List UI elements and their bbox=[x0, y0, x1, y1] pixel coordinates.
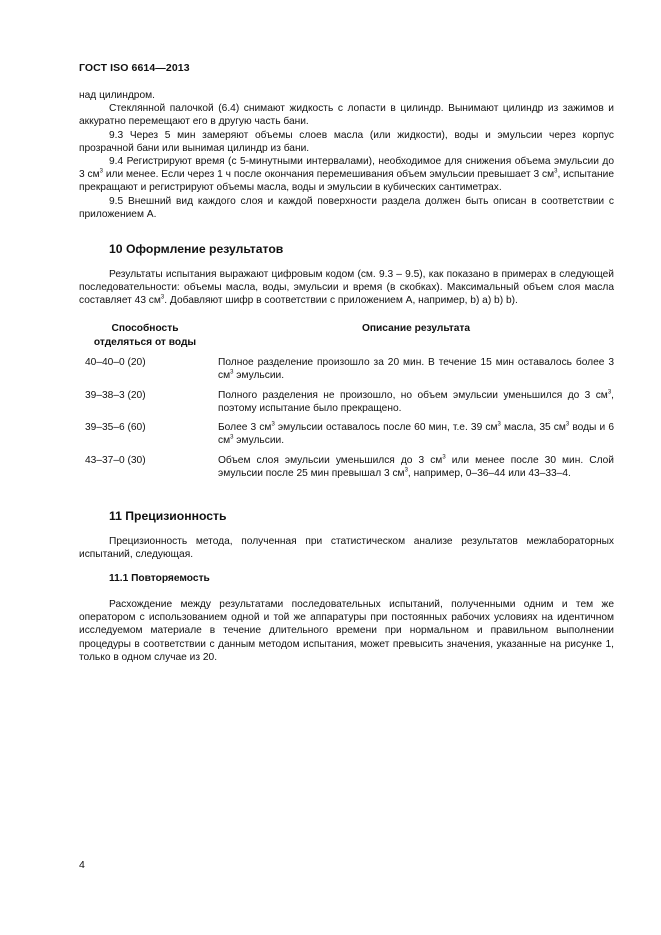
document-header: ГОСТ ISO 6614—2013 bbox=[79, 62, 190, 74]
section-11-1-paragraph: Расхождение между результатами последовательных испытаний, полученными одним и тем же оператором с использованием одной и той же аппаратуры при постоянных рабочих условиях на идентичном исследуемом материале в течение длительного времени при нормальном и правильном выполнении процедуры в соответствии с данным методом испытания, может превысить значения, указанные на рисунке 1, только в одном случае из 20. bbox=[79, 599, 614, 663]
table-row-code: 40–40–0 (20) bbox=[85, 357, 146, 368]
section-11-1-heading: 11.1 Повторяемость bbox=[109, 573, 210, 584]
section-11-paragraph: Прецизионность метода, полученная при статистическом анализе результатов межлабораторных испытаний, следующая. bbox=[79, 536, 614, 561]
table-row-code: 43–37–0 (30) bbox=[85, 455, 146, 466]
table-row-code: 39–38–3 (20) bbox=[85, 390, 146, 401]
table-row-description: Объем слоя эмульсии уменьшился до 3 $см^3$ или менее после 30 мин. Слой эмульсии после 25 мин превышал 3 $см^3$, например, 0–36–44 или 43–33–4. bbox=[218, 454, 614, 480]
section-10-heading: 10 Оформление результатов bbox=[109, 242, 284, 256]
paragraph-continuation: над цилиндром. bbox=[79, 90, 155, 101]
paragraph-9-3: 9.3 Через 5 мин замеряют объемы слоев масла (или жидкости), воды и эмульсии через корпус прозрачной бани или вынимая цилиндр из бани. bbox=[79, 129, 614, 154]
table-row-description: Более 3 $см^3$ эмульсии оставалось после 60 мин, т.е. 39 $см^3$ масла, 35 $см^3$ воды и 6 $см^3$ эмульсии. bbox=[218, 421, 614, 447]
paragraph-glass-rod: Стеклянной палочкой (6.4) снимают жидкость с лопасти в цилиндр. Вынимают цилиндр из зажимов и аккуратно перемещают его в другую часть бани. bbox=[79, 103, 614, 128]
section-11-heading: 11 Прецизионность bbox=[109, 509, 227, 523]
table-header-code: Способность отделяться от воды bbox=[93, 323, 197, 348]
table-row-code: 39–35–6 (60) bbox=[85, 422, 146, 433]
paragraph-9-4: 9.4 Регистрируют время (с 5-минутными интервалами), необходимое для снижения объема эмульсии до 3 $см^3$ или менее. Если через 1 ч после окончания перемешивания объем эмульсии превышает 3 $см^3$, испытание прекращают и регистрируют объемы масла, воды и эмульсии в кубических сантиметрах. bbox=[79, 156, 615, 194]
table-row-description: Полное разделение произошло за 20 мин. В течение 15 мин оставалось более 3 $см^3$ эмульсии. bbox=[218, 357, 614, 382]
table-row-description: Полного разделения не произошло, но объем эмульсии уменьшился до 3 $см^3$, поэтому испытание было прекращено. bbox=[218, 389, 614, 415]
page-number: 4 bbox=[79, 859, 85, 871]
section-10-paragraph: Результаты испытания выражают цифровым кодом (см. 9.3 – 9.5), как показано в примерах в следующей последовательности: объемы масла, воды, эмульсии и время (в скобках). Максимальный объем слоя масла составляет 43 $см^3$. Добавляют шифр в соответствии с приложением А, например, b) a) b) b). bbox=[79, 269, 614, 307]
paragraph-9-5: 9.5 Внешний вид каждого слоя и каждой поверхности раздела должен быть описан в соответствии с приложением А. bbox=[79, 195, 614, 220]
table-header-description: Описание результата bbox=[361, 323, 471, 334]
intro-block bbox=[79, 89, 614, 221]
